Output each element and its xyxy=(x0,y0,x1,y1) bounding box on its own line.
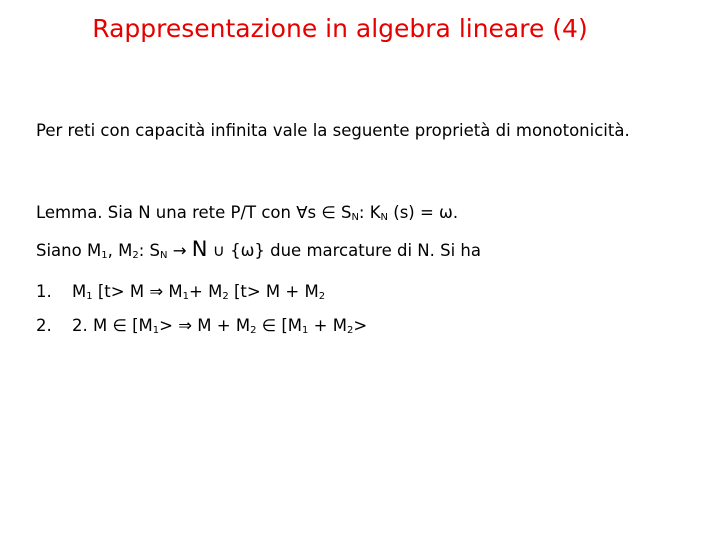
slide-title: Rappresentazione in algebra lineare (4) xyxy=(92,14,588,43)
siano-sub-1: 1 xyxy=(101,250,108,261)
item-text: > ⇒ M + M xyxy=(159,316,251,335)
naturals-symbol: N xyxy=(191,237,208,261)
item-subscript: 1 xyxy=(302,325,309,336)
item-subscript: 1 xyxy=(86,291,93,302)
item-subscript: 2 xyxy=(346,325,354,336)
lemma-prefix: Lemma. Sia N una rete P/T con ∀s ∈ S xyxy=(36,203,352,222)
siano-sub-3: N xyxy=(159,250,168,261)
item-subscript: 2 xyxy=(250,325,257,336)
lemma-mid: : K xyxy=(358,203,381,222)
item-text: [t> M + M xyxy=(228,282,319,301)
siano-text-1: Siano M xyxy=(36,241,102,260)
siano-arrow: → xyxy=(167,241,192,260)
intro-paragraph: Per reti con capacità infinita vale la seguente proprietà di monotonicità. xyxy=(36,121,630,140)
lemma-subscript-1: N xyxy=(351,212,359,223)
item-subscript: 1 xyxy=(182,291,190,302)
siano-text-3: : S xyxy=(138,241,160,260)
siano-statement xyxy=(36,238,656,267)
item-text: [t> M ⇒ M xyxy=(92,282,183,301)
item-subscript: 2 xyxy=(222,291,229,302)
lemma-subscript-2: N xyxy=(380,212,389,223)
item-subscript: 2 xyxy=(318,291,326,302)
siano-sub-2: 2 xyxy=(132,250,139,261)
siano-text-2: , M xyxy=(107,241,133,260)
item-text: > xyxy=(353,316,368,335)
item-subscript: 1 xyxy=(152,325,160,336)
lemma-suffix: (s) = ω. xyxy=(388,203,459,222)
item-text: 2. M ∈ [M xyxy=(72,316,153,335)
lemma-statement xyxy=(36,202,656,229)
list-item-number: 1. xyxy=(36,282,52,301)
list-item xyxy=(36,282,325,302)
list-item xyxy=(36,316,367,336)
siano-text-5: ∪ {ω} due marcature di N. Si ha xyxy=(207,241,481,260)
item-text: ∈ [M xyxy=(256,316,302,335)
item-text: + M xyxy=(189,282,223,301)
item-text: + M xyxy=(308,316,347,335)
item-text: M xyxy=(72,282,87,301)
list-item-number: 2. xyxy=(36,316,52,335)
